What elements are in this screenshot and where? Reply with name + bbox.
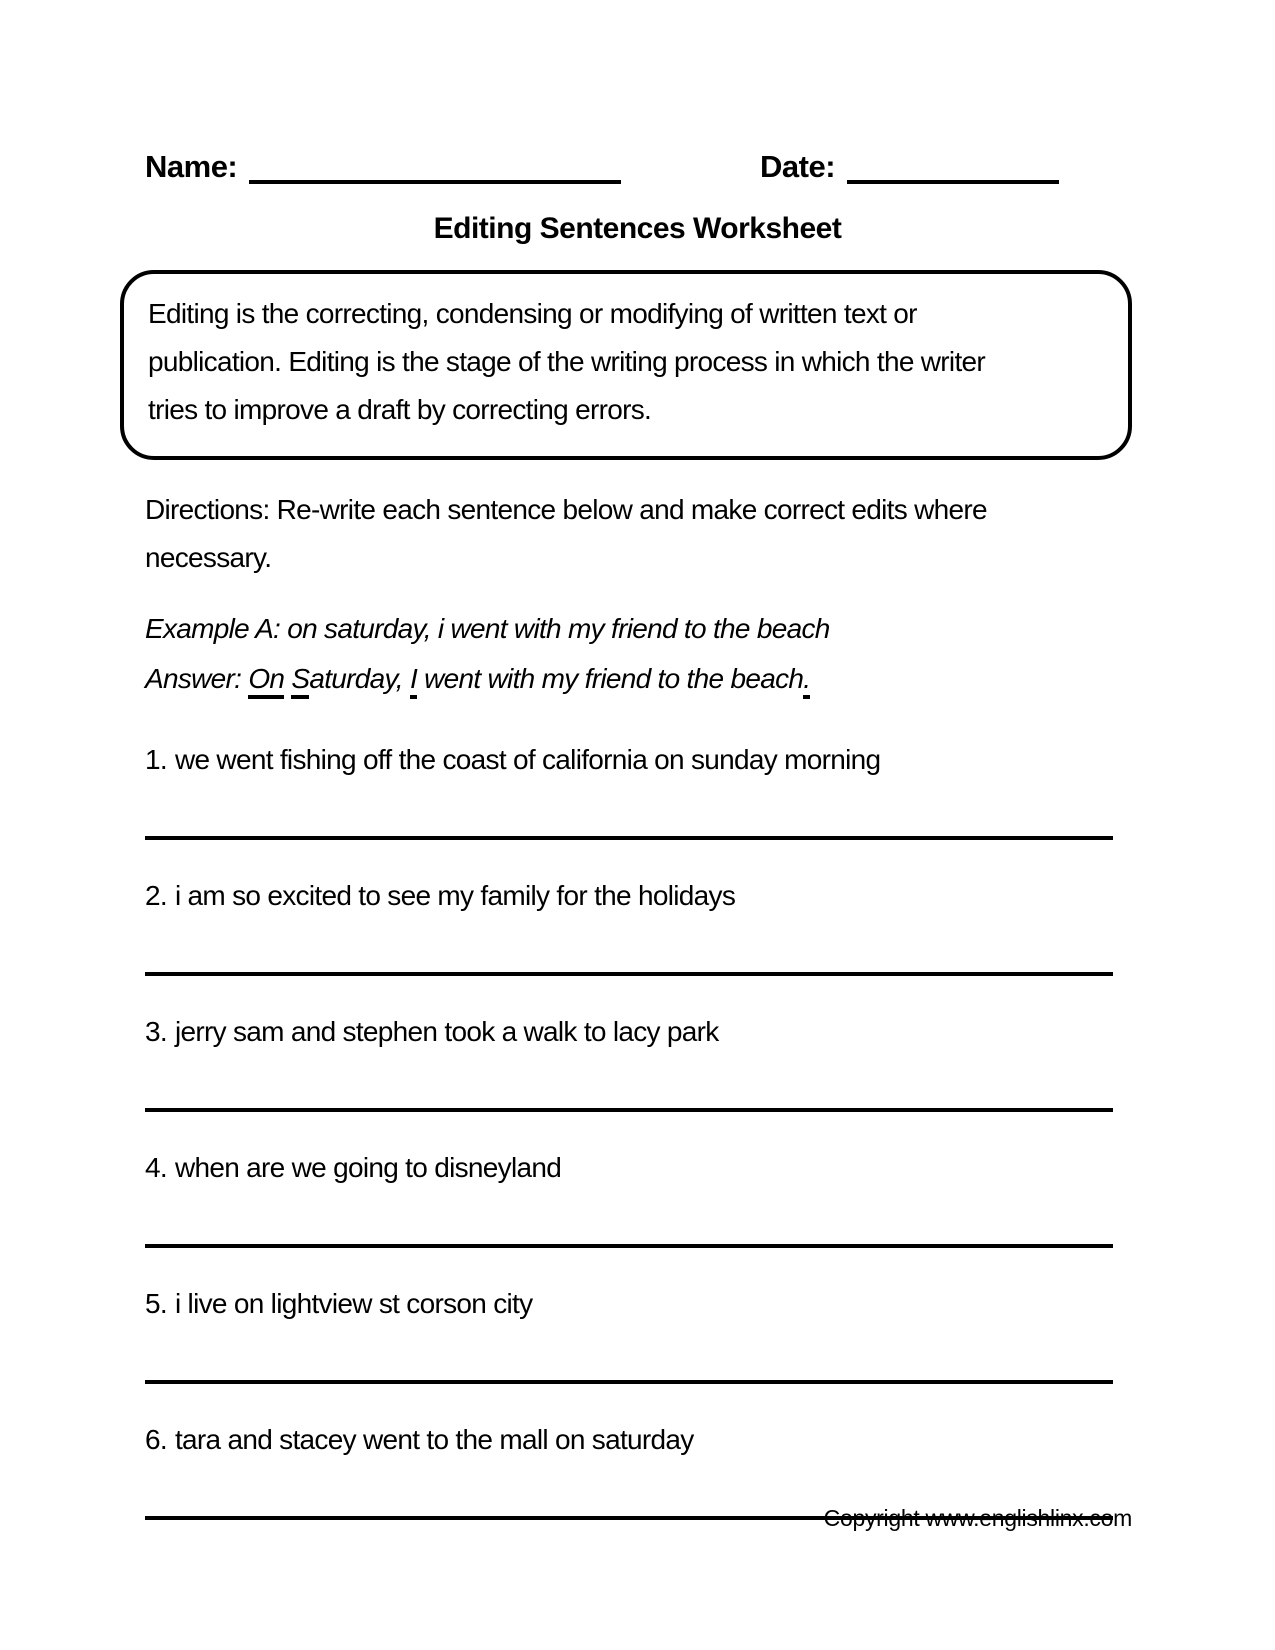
name-blank-line — [249, 146, 621, 184]
answer-line-4 — [145, 1244, 1113, 1248]
example-prompt: Example A: on saturday, i went with my friend to the beach — [145, 613, 830, 644]
name-label: Name: — [145, 148, 238, 184]
directions — [145, 486, 1130, 582]
question-1 — [145, 742, 1130, 778]
question-text: we went fishing off the coast of california on sunday morning — [174, 744, 881, 775]
definition-line: publication. Editing is the stage of the writing process in which the writer — [148, 346, 986, 377]
question-number: 1. — [145, 744, 167, 775]
example-answer: Answer: On Saturday, I went with my friend to the beach. — [145, 654, 1130, 704]
header — [0, 0, 1275, 184]
question-4 — [145, 1150, 1130, 1186]
question-5 — [145, 1286, 1130, 1322]
date-label: Date: — [760, 148, 836, 184]
question-number: 2. — [145, 880, 167, 911]
answer-line-2 — [145, 972, 1113, 976]
answer-line-1 — [145, 836, 1113, 840]
copyright-text: Copyright www.englishlinx.com — [823, 1505, 1132, 1531]
definition-line: tries to improve a draft by correcting errors. — [148, 394, 652, 425]
definition-box — [120, 270, 1132, 460]
directions-line: necessary. — [145, 542, 272, 573]
page-title: Editing Sentences Worksheet — [433, 212, 842, 245]
question-2 — [145, 878, 1130, 914]
question-6 — [145, 1422, 1130, 1458]
question-text: when are we going to disneyland — [174, 1152, 562, 1183]
answer-line-5 — [145, 1380, 1113, 1384]
question-number: 4. — [145, 1152, 167, 1183]
name-field-group — [145, 146, 685, 184]
question-text: i live on lightview st corson city — [174, 1288, 533, 1319]
date-field-group — [760, 146, 1059, 184]
question-text: jerry sam and stephen took a walk to lacy park — [174, 1016, 719, 1047]
question-text: tara and stacey went to the mall on saturday — [174, 1424, 694, 1455]
example-block — [145, 604, 1130, 704]
question-3 — [145, 1014, 1130, 1050]
question-text: i am so excited to see my family for the holidays — [174, 880, 736, 911]
directions-line: Directions: Re-write each sentence below and make correct edits where — [145, 494, 987, 525]
question-number: 6. — [145, 1424, 167, 1455]
answer-line-3 — [145, 1108, 1113, 1112]
date-blank-line — [847, 146, 1059, 184]
definition-line: Editing is the correcting, condensing or modifying of written text or — [148, 298, 917, 329]
question-number: 5. — [145, 1288, 167, 1319]
question-number: 3. — [145, 1016, 167, 1047]
